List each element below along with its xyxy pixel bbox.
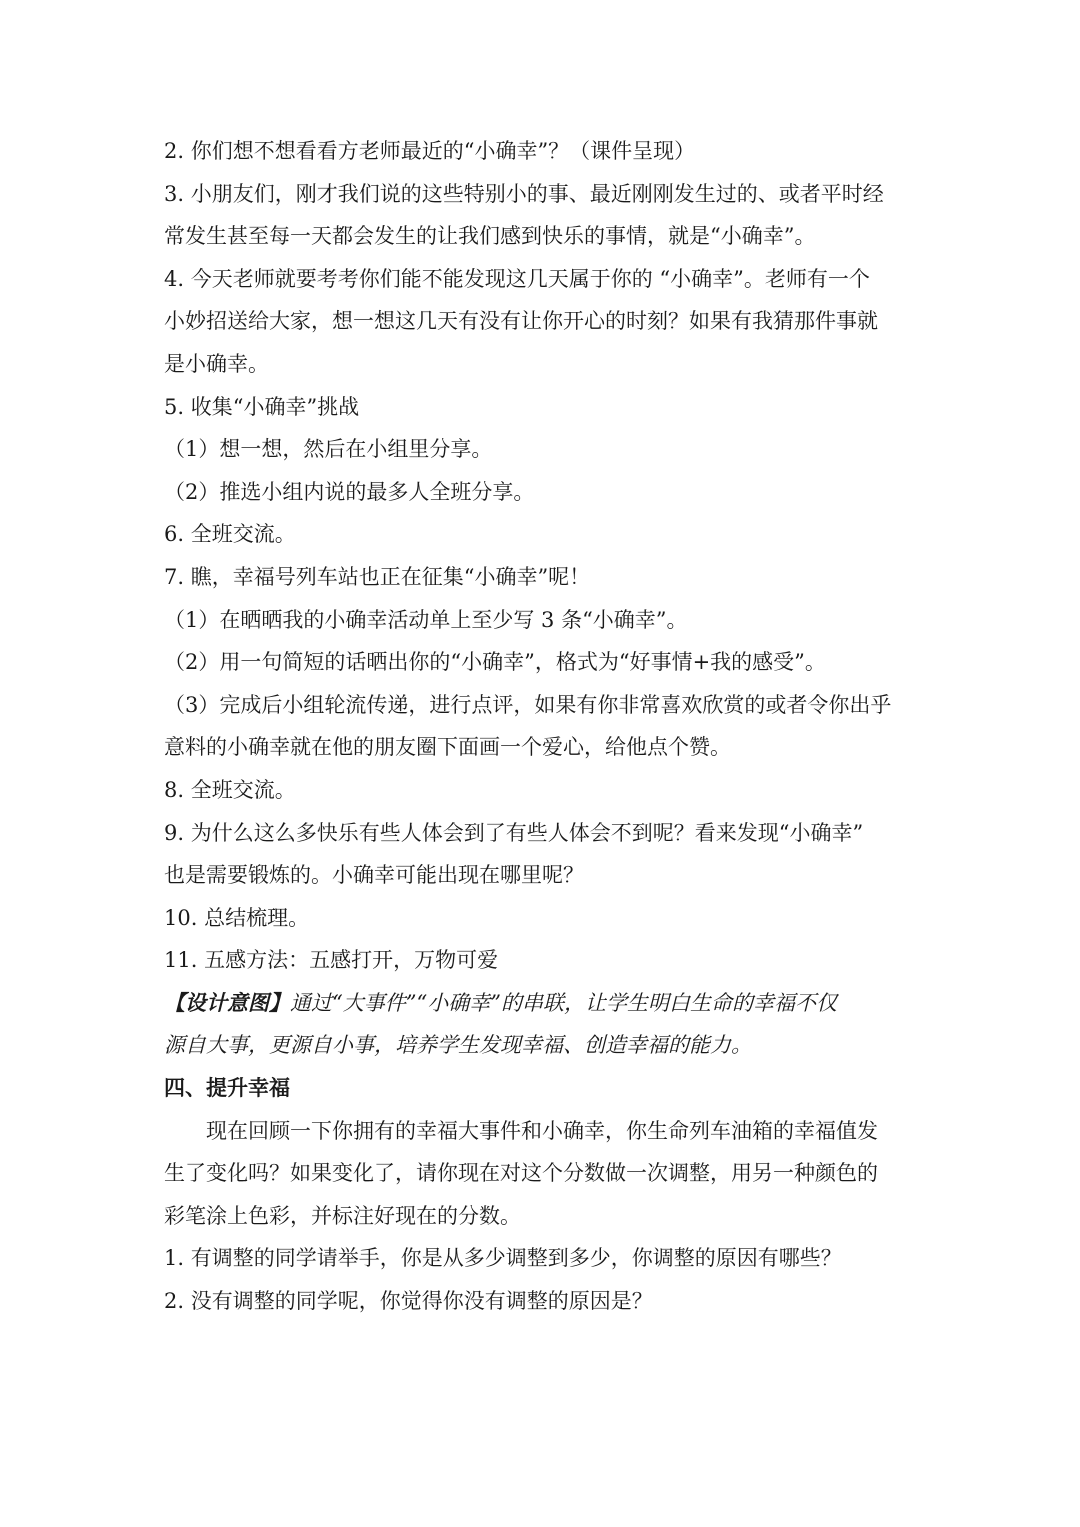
text-line: 5. 收集“小确幸”挑战 <box>164 394 360 419</box>
document-body <box>164 130 924 1323</box>
text-line: 3. 小朋友们，刚才我们说的这些特别小的事、最近刚刚发生过的、或者平时经 <box>164 181 884 206</box>
design-intent-text-1: 通过“大事件”“小确幸”的串联，让学生明白生命的幸福不仅 <box>290 990 837 1015</box>
text-line: （1）在晒晒我的小确幸活动单上至少写 3 条“小确幸”。 <box>164 607 688 632</box>
text-line: 小妙招送给大家，想一想这几天有没有让你开心的时刻？如果有我猜那件事就 <box>164 309 878 334</box>
text-line: 1. 有调整的同学请举手，你是从多少调整到多少，你调整的原因有哪些？ <box>164 1246 842 1271</box>
text-line: 2. 你们想不想看看方老师最近的“小确幸”？（课件呈现） <box>164 139 696 163</box>
text-line: 9. 为什么这么多快乐有些人体会到了有些人体会不到呢？看来发现“小确幸” <box>164 820 864 845</box>
text-line: 也是需要锻炼的。小确幸可能出现在哪里呢？ <box>164 863 584 888</box>
section-heading: 四、提升幸福 <box>164 1076 290 1101</box>
text-line: 11. 五感方法：五感打开，万物可爱 <box>164 948 499 973</box>
section-paragraph-line-3: 彩笔涂上色彩，并标注好现在的分数。 <box>164 1203 521 1228</box>
design-intent-line-2: 源自大事，更源自小事，培养学生发现幸福、创造幸福的能力。 <box>164 1033 752 1058</box>
text-line: 6. 全班交流。 <box>164 522 296 547</box>
text-line: 4. 今天老师就要考考你们能不能发现这几天属于你的 “小确幸”。老师有一个 <box>164 266 870 291</box>
text-line: 是小确幸。 <box>164 351 269 376</box>
text-line: （2）推选小组内说的最多人全班分享。 <box>164 479 535 504</box>
text-line: （1）想一想，然后在小组里分享。 <box>164 437 493 462</box>
design-intent-line-1 <box>164 982 924 1025</box>
section-paragraph-line-2: 生了变化吗？如果变化了，请你现在对这个分数做一次调整，用另一种颜色的 <box>164 1161 878 1186</box>
text-line: 2. 没有调整的同学呢，你觉得你没有调整的原因是？ <box>164 1289 653 1314</box>
text-line: （2）用一句简短的话晒出你的“小确幸”，格式为“好事情+我的感受”。 <box>164 650 826 675</box>
text-line: （3）完成后小组轮流传递，进行点评，如果有你非常喜欢欣赏的或者令你出乎 <box>164 692 892 717</box>
text-line: 意料的小确幸就在他的朋友圈下面画一个爱心，给他点个赞。 <box>164 735 731 760</box>
design-intent-tag: 【设计意图】 <box>164 989 290 1015</box>
text-line: 8. 全班交流。 <box>164 777 296 802</box>
section-paragraph-line-1: 现在回顾一下你拥有的幸福大事件和小确幸，你生命列车油箱的幸福值发 <box>206 1118 878 1143</box>
text-line: 常发生甚至每一天都会发生的让我们感到快乐的事情，就是“小确幸”。 <box>164 224 816 249</box>
text-line: 10. 总结梳理。 <box>164 905 310 930</box>
text-line: 7. 瞧，幸福号列车站也正在征集“小确幸”呢！ <box>164 564 591 589</box>
